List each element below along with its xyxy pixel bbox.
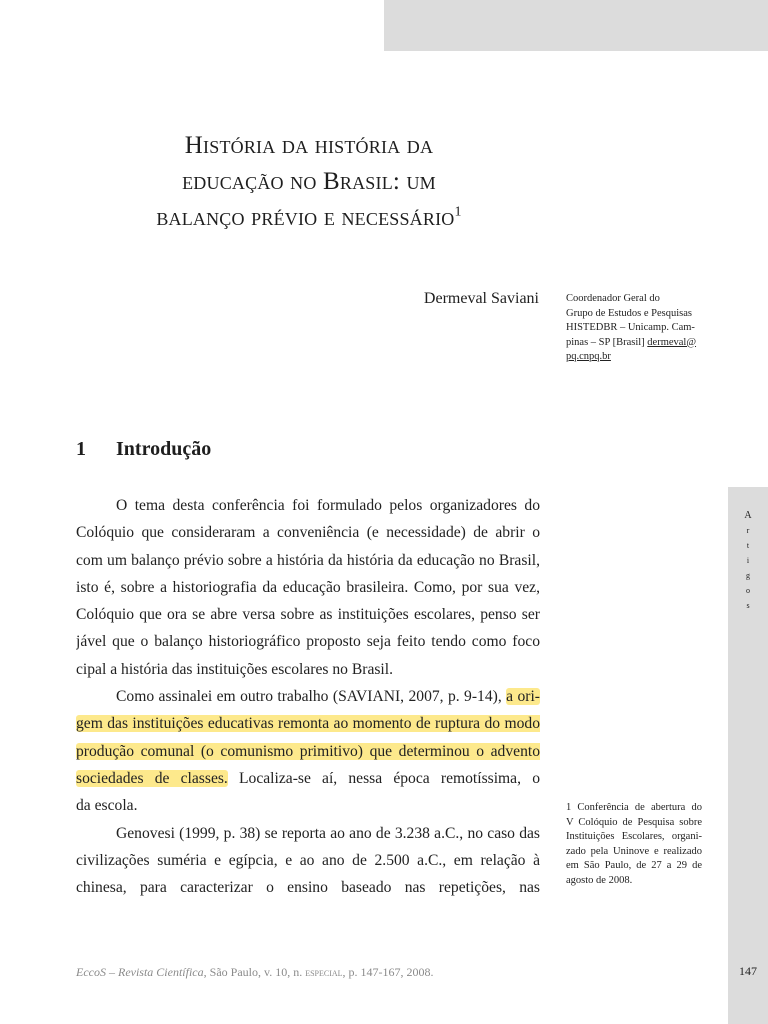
article-title	[100, 128, 518, 236]
author-name: Dermeval Saviani	[423, 290, 539, 307]
footnote-line: V Colóquio de Pesquisa sobre	[566, 816, 702, 828]
title-line: balanço prévio e necessário$^1$	[156, 204, 462, 231]
footnote	[566, 801, 702, 888]
article-body	[76, 492, 540, 901]
side-tab-label: A r t i g o s	[744, 510, 752, 610]
text-line: jável que o balanço historiográfico proposto seja feito tendo como foco	[76, 633, 540, 651]
footnote-line: zado pela Uninove e realizado	[566, 845, 702, 857]
footnote-line: agosto de 2008.	[566, 874, 633, 886]
text-line: sociedades de classes. Localiza-se aí, nessa época remotíssima, o	[76, 769, 540, 787]
text-line: O tema desta conferência foi formulado pelos organizadores do	[116, 497, 540, 514]
text-line: Colóquio que ora se abre versa sobre as instituições escolares, penso ser	[76, 606, 540, 624]
text-line: da escola.	[76, 797, 138, 815]
footnote-line: 1 Conferência de abertura do	[566, 802, 702, 813]
section-number: 1	[76, 438, 86, 460]
highlighted-text: sociedades de classes.	[76, 769, 228, 787]
text-line: Colóquio que consideraram a conveniência (e necessidade) de abrir o	[76, 524, 540, 542]
highlighted-text: gem das instituições educativas remonta ao momento de ruptura do modo	[76, 715, 540, 737]
footnote-line: Instituições Escolares, organi-	[566, 831, 702, 842]
highlighted-text: a ori-	[506, 688, 540, 706]
highlighted-text: produção comunal (o comunismo primitivo) que determinou o advento	[76, 743, 540, 765]
title-line: educação no Brasil: um	[182, 168, 436, 195]
text-line: isto é, sobre a historiografia da educação brasileira. Como, por sua vez,	[76, 578, 540, 596]
header-gray-band	[384, 0, 768, 51]
email-link[interactable]: dermeval@	[647, 336, 697, 348]
title-line: História da história da	[184, 132, 434, 159]
journal-name: EccoS – Revista Científica	[76, 965, 204, 979]
page-number: 147	[739, 964, 757, 978]
text-line: chinesa, para caracterizar o ensino baseado nas repetições, nas	[76, 879, 540, 897]
section-heading	[76, 438, 211, 461]
text-line: com um balanço prévio sobre a história da história da educação no Brasil,	[76, 551, 540, 569]
page-footer: EccoS – Revista Científica, São Paulo, v. 10, n. especial, p. 147-167, 2008.	[76, 965, 434, 979]
text-line	[76, 710, 540, 737]
email-link[interactable]: pq.cnpq.br	[566, 351, 611, 362]
text-line: Genovesi (1999, p. 38) se reporta ao ano de 3.238 a.C., no caso das	[116, 824, 540, 842]
text-line: cipal a história das instituições escolares no Brasil.	[76, 660, 393, 678]
section-title: Introdução	[116, 438, 212, 460]
text-line: Como assinalei em outro trabalho (SAVIANI, 2007, p. 9-14), a ori-	[116, 688, 540, 706]
footnote-line: em São Paulo, de 27 a 29 de	[566, 860, 702, 871]
text-line: civilizações suméria e egípcia, e ao ano de 2.500 a.C., em relação à	[76, 851, 540, 869]
author-affiliation: Coordenador Geral do Grupo de Estudos e Pesquisas HISTEDBR – Unicamp. Cam- pinas – SP [Brasil] dermeval@ pq.cnpq.br	[566, 293, 697, 362]
text-line	[76, 738, 540, 765]
footnote-marker[interactable]: 1	[454, 204, 462, 220]
